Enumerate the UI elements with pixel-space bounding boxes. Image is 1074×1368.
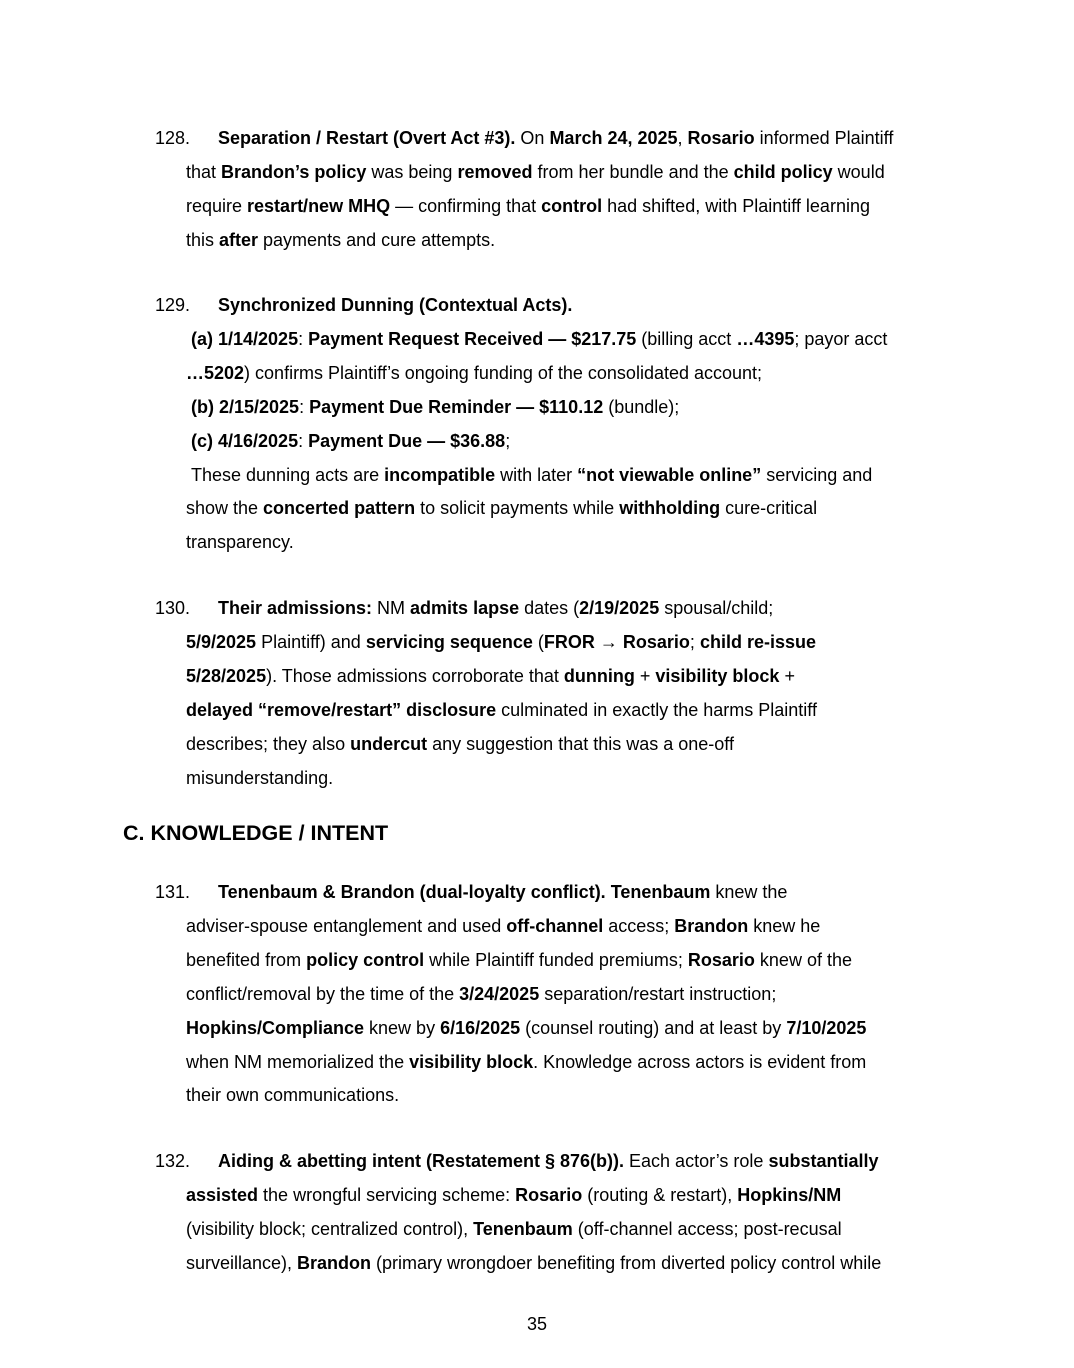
text: ). Those admissions corroborate that [266, 665, 564, 686]
text: any suggestion that this was a one-off [427, 733, 734, 754]
text-line [191, 390, 679, 424]
bold-text: Rosario [687, 949, 755, 970]
text: knew by [364, 1017, 441, 1038]
bold-text: Separation / Restart (Overt Act #3). [218, 128, 516, 148]
text: knew the [710, 882, 788, 902]
text: Plaintiff) and [256, 631, 366, 652]
bold-text: 5/9/2025 [186, 631, 257, 652]
text-line [191, 424, 510, 458]
text-line [186, 491, 817, 525]
text: show the [186, 498, 264, 519]
text-line [186, 659, 795, 693]
text-line [186, 727, 734, 761]
text: was being [366, 161, 458, 182]
text: their own communications. [186, 1085, 400, 1106]
text: : [299, 396, 310, 417]
text-line [191, 458, 872, 492]
text: ; [505, 430, 511, 451]
bold-text: visibility block [655, 665, 780, 686]
text-line [186, 1078, 399, 1112]
bold-text: child policy [733, 161, 833, 182]
bold-text: removed [457, 161, 533, 182]
text: ; [689, 631, 700, 652]
text: On [515, 128, 550, 148]
text: spousal/child; [659, 598, 774, 618]
text-line [186, 1212, 842, 1246]
text: access; [603, 915, 675, 936]
text: . Knowledge across actors is evident from [533, 1051, 867, 1072]
text: ; payor acct [794, 328, 888, 349]
text: surveillance), [186, 1252, 298, 1273]
text-line [186, 223, 495, 257]
text-line [218, 1144, 878, 1178]
text-line [218, 875, 787, 909]
text-line [186, 1246, 881, 1280]
text: from her bundle and the [532, 161, 734, 182]
bold-text: policy control [306, 949, 425, 970]
paragraph-number: 129. [155, 295, 191, 315]
bold-text: March 24, 2025 [549, 128, 678, 148]
text-line [186, 977, 776, 1011]
bold-text: substantially [768, 1151, 879, 1171]
text: , [677, 128, 688, 148]
bold-text: Payment Request Received — $217.75 [308, 328, 637, 349]
text: — confirming that [390, 195, 542, 216]
text: payments and cure attempts. [258, 229, 496, 250]
bold-text: visibility block [409, 1051, 534, 1072]
text: These dunning acts are [191, 464, 385, 485]
text: (counsel routing) and at least by [520, 1017, 787, 1038]
text: (primary wrongdoer benefiting from diverted policy control while [371, 1252, 882, 1273]
bold-text: Hopkins/Compliance [186, 1017, 365, 1038]
text: (routing & restart), [582, 1184, 738, 1205]
text: would [832, 161, 885, 182]
paragraph-number: 131. [155, 882, 191, 902]
text-line [218, 121, 893, 155]
text: while Plaintiff funded premiums; [424, 949, 688, 970]
text-line [218, 288, 572, 322]
text-line [218, 591, 773, 625]
text: ( [532, 631, 544, 652]
text-line [186, 693, 817, 727]
bold-text: Payment Due Reminder — $110.12 [309, 396, 604, 417]
text: culminated in exactly the harms Plaintiff [496, 699, 817, 720]
bold-text: Brandon [297, 1252, 372, 1273]
bold-text: undercut [350, 733, 428, 754]
bold-text: withholding [619, 498, 721, 519]
bold-text: concerted pattern [263, 498, 416, 519]
text: when NM memorialized the [186, 1051, 410, 1072]
text-line [186, 761, 333, 795]
bold-text: off-channel [506, 915, 604, 936]
bold-text: (b) 2/15/2025 [191, 396, 300, 417]
bold-text: incompatible [384, 464, 496, 485]
text: describes; they also [186, 733, 351, 754]
text: benefited from [186, 949, 307, 970]
text: informed Plaintiff [754, 128, 894, 148]
text: : [298, 328, 309, 349]
text: (billing acct [636, 328, 737, 349]
text: conflict/removal by the time of the [186, 983, 460, 1004]
text: cure-critical [720, 498, 818, 519]
text-line [186, 356, 762, 390]
text-line [186, 525, 294, 559]
section-heading: C. KNOWLEDGE / INTENT [123, 821, 389, 845]
text: servicing and [761, 464, 873, 485]
text-line [186, 625, 816, 659]
bold-text: Tenenbaum & Brandon (dual-loyalty conflict). [218, 882, 606, 902]
text: (bundle); [603, 396, 680, 417]
bold-text: …5202 [186, 362, 245, 383]
bold-text: Hopkins/NM [737, 1184, 842, 1205]
bold-text: admits lapse [410, 598, 520, 618]
text-line [186, 943, 852, 977]
text: (visibility block; centralized control), [186, 1218, 474, 1239]
text: : [298, 430, 309, 451]
bold-text: Tenenbaum [473, 1218, 573, 1239]
bold-text: (c) 4/16/2025 [191, 430, 299, 451]
bold-text: restart/new MHQ [247, 195, 391, 216]
text-line [186, 1045, 866, 1079]
text: dates ( [519, 598, 580, 618]
text: this [186, 229, 220, 250]
bold-text: 5/28/2025 [186, 665, 267, 686]
text-line [186, 155, 885, 189]
bold-text: Payment Due — $36.88 [308, 430, 506, 451]
text: knew he [748, 915, 821, 936]
text: transparency. [186, 532, 294, 553]
text-line [191, 322, 887, 356]
text: (off-channel access; post-recusal [572, 1218, 842, 1239]
text: with later [495, 464, 578, 485]
text: Each actor’s role [624, 1151, 769, 1171]
paragraph-number: 130. [155, 598, 191, 618]
paragraph-number: 128. [155, 128, 191, 148]
bold-text: Aiding & abetting intent (Restatement § 876(b)). [218, 1151, 625, 1171]
bold-text: Their admissions: [218, 598, 373, 618]
paragraph-number: 132. [155, 1151, 191, 1171]
page-number: 35 [526, 1314, 548, 1334]
bold-text: assisted [186, 1184, 259, 1205]
text: that [186, 161, 222, 182]
text: misunderstanding. [186, 767, 334, 788]
bold-text: Tenenbaum [610, 882, 711, 902]
text-line [186, 1178, 841, 1212]
text: had shifted, with Plaintiff learning [602, 195, 870, 216]
text: to solicit payments while [415, 498, 620, 519]
text-line [186, 909, 820, 943]
bold-text: FROR → Rosario [543, 631, 690, 652]
bold-text: dunning [563, 665, 635, 686]
bold-text: 3/24/2025 [459, 983, 540, 1004]
bold-text: …4395 [736, 328, 795, 349]
text: adviser-spouse entanglement and used [186, 915, 507, 936]
text-line [186, 1011, 866, 1045]
bold-text: Rosario [515, 1184, 583, 1205]
text: the wrongful servicing scheme: [258, 1184, 516, 1205]
bold-text: Synchronized Dunning (Contextual Acts). [218, 295, 573, 315]
bold-text: Brandon’s policy [221, 161, 367, 182]
text: require [186, 195, 248, 216]
bold-text: Rosario [687, 128, 755, 148]
text: + [779, 665, 795, 686]
bold-text: after [219, 229, 259, 250]
bold-text: child re-issue [699, 631, 816, 652]
bold-text: servicing sequence [365, 631, 533, 652]
bold-text: 7/10/2025 [786, 1017, 867, 1038]
bold-text: 2/19/2025 [579, 598, 660, 618]
bold-text: Brandon [674, 915, 749, 936]
bold-text: (a) 1/14/2025 [191, 328, 299, 349]
text: ) confirms Plaintiff’s ongoing funding of the consolidated account; [244, 362, 763, 383]
text: NM [372, 598, 411, 618]
text: + [634, 665, 656, 686]
text: knew of the [754, 949, 852, 970]
text-line [186, 189, 870, 223]
bold-text: delayed “remove/restart” disclosure [186, 699, 497, 720]
text: separation/restart instruction; [539, 983, 777, 1004]
bold-text: “not viewable online” [577, 464, 762, 485]
bold-text: control [541, 195, 603, 216]
bold-text: 6/16/2025 [440, 1017, 521, 1038]
